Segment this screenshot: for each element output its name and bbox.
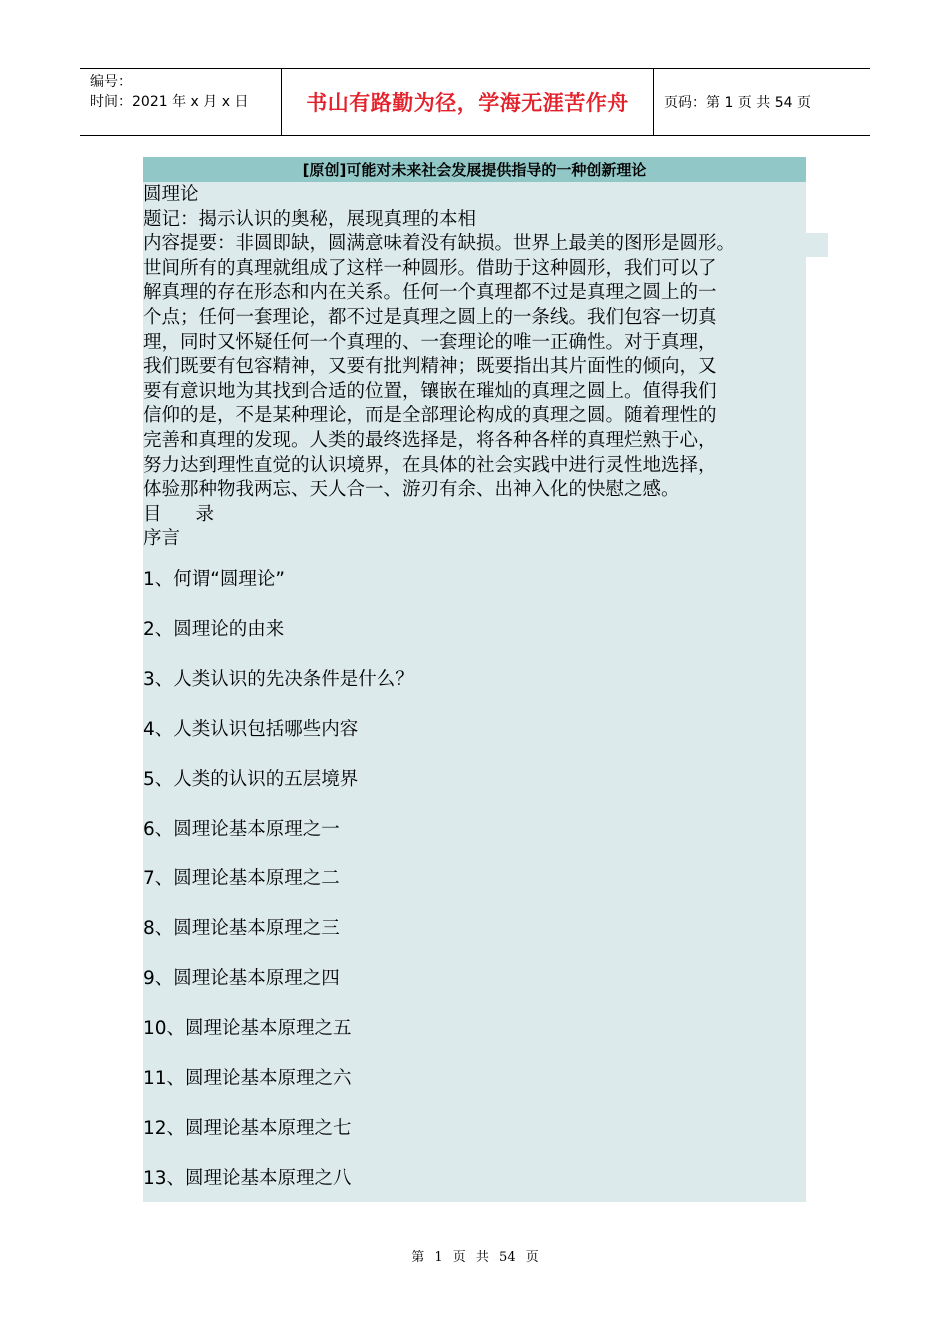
summary-line: 理，同时又怀疑任何一个真理的、一套理论的唯一正确性。对于真理， (143, 331, 717, 353)
summary-line: 个点；任何一套理论，都不过是真理之圆上的一条线。我们包容一切真 (143, 306, 717, 328)
summary-line: 完善和真理的发现。人类的最终选择是，将各种各样的真理烂熟于心， (143, 429, 717, 451)
toc-item: 5、人类的认识的五层境界 (143, 769, 359, 790)
number-label: 编号： (90, 74, 132, 90)
summary-line: 努力达到理性直觉的认识境界，在具体的社会实践中进行灵性地选择， (143, 454, 717, 476)
header-motto: 书山有路勤为径，学海无涯苦作舟 (282, 69, 654, 135)
toc-item: 10、圆理论基本原理之五 (143, 1018, 352, 1039)
summary-line: 解真理的存在形态和内在关系。任何一个真理都不过是真理之圆上的一 (143, 282, 717, 304)
toc-item: 8、圆理论基本原理之三 (143, 918, 340, 939)
toc-item: 11、圆理论基本原理之六 (143, 1068, 352, 1089)
article-body (143, 183, 806, 552)
page-footer: 第 1 页 共 54 页 (411, 1250, 539, 1265)
toc-item: 12、圆理论基本原理之七 (143, 1118, 352, 1139)
toc-item: 4、人类认识包括哪些内容 (143, 719, 359, 740)
summary-line: 信仰的是，不是某种理论，而是全部理论构成的真理之圆。随着理性的 (143, 405, 717, 427)
toc-item: 1、何谓“圆理论” (143, 569, 285, 590)
header-page-info: 页码：第 1 页 共 54 页 (664, 95, 811, 111)
summary-line: 我们既要有包容精神，又要有批判精神；既要指出其片面性的倾向，又 (143, 356, 717, 378)
article-block (143, 157, 806, 1202)
summary-line: 世间所有的真理就组成了这样一种圆形。借助于这种圆形，我们可以了 (143, 257, 717, 279)
header-meta (80, 69, 282, 135)
article-title: [原创]可能对未来社会发展提供指导的一种创新理论 (143, 157, 806, 182)
toc-item: 2、圆理论的由来 (143, 619, 285, 640)
page-header (80, 68, 870, 136)
summary-line: 内容提要：非圆即缺，圆满意味着没有缺损。世界上最美的图形是圆形。 (143, 233, 736, 255)
toc-item: 7、圆理论基本原理之二 (143, 868, 340, 889)
toc-item: 3、人类认识的先决条件是什么？ (143, 669, 414, 690)
toc-item: 6、圆理论基本原理之一 (143, 819, 340, 840)
toc-item: 13、圆理论基本原理之八 (143, 1168, 352, 1189)
summary-line: 体验那种物我两忘、天人合一、游刃有余、出神入化的快慰之感。 (143, 479, 680, 501)
line-overflow-highlight (806, 233, 828, 257)
toc-heading: 目 录 (143, 503, 215, 525)
toc-item: 9、圆理论基本原理之四 (143, 968, 340, 989)
toc-preface: 序言 (143, 528, 181, 550)
time-label: 时间：2021 年 x 月 x 日 (90, 94, 249, 110)
summary-line: 要有意识地为其找到合适的位置，镶嵌在璀灿的真理之圆上。值得我们 (143, 380, 717, 402)
article-heading: 圆理论 (143, 184, 199, 205)
epigraph: 题记：揭示认识的奥秘，展现真理的本相 (143, 208, 477, 230)
